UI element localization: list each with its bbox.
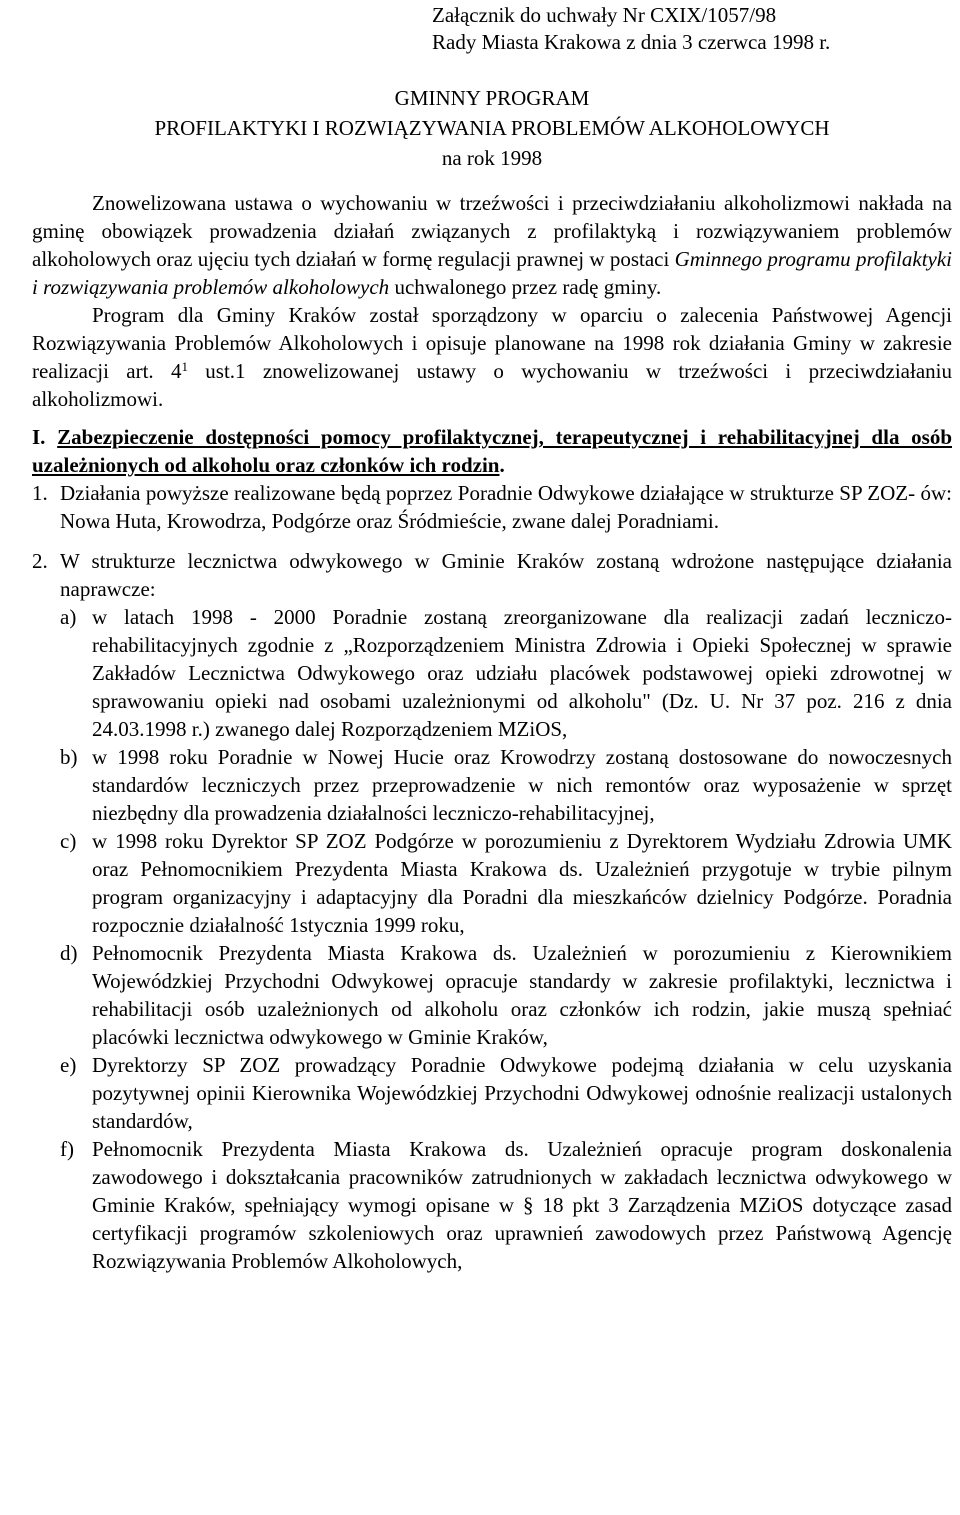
annex-line-1: Załącznik do uchwały Nr CXIX/1057/98 [432, 3, 777, 27]
section-title: Zabezpieczenie dostępności pomocy profilaktycznej, terapeutycznej i rehabilitacyjnej dla osób uzależnionych od alkoholu oraz członków ich rodzin [32, 425, 953, 477]
point-text: W strukturze lecznictwa odwykowego w Gminie Kraków zostaną wdrożone następujące działania naprawcze: [60, 549, 952, 601]
point-number: 2. [32, 549, 48, 573]
intro1-text-a: Znowelizowana ustawa o wychowaniu w trzeźwości i przeciwdziałaniu alkoholizmowi nakłada na gminę obowiązek prowadzenia działań związanych z profilaktyką i rozwiązywaniem problemów alkoholowych oraz ujęciu tych działań w formę regulacji prawnej w postaci [32, 191, 952, 271]
title-line-3: na rok 1998 [441, 146, 543, 170]
title-line-2: PROFILAKTYKI I ROZWIĄZYWANIA PROBLEMÓW ALKOHOLOWYCH [154, 116, 830, 140]
point-text: Działania powyższe realizowane będą poprzez Poradnie Odwykowe działające w strukturze SP ZOZ- ów: Nowa Huta, Krowodrza, Podgórze oraz Śródmieście, zwane dalej Poradniami. [60, 481, 952, 533]
sub-point-text: Pełnomocnik Prezydenta Miasta Krakowa ds. Uzależnień opracuje program doskonalenia zawodowego i dokształcania pracowników zatrudnionych w zakładach lecznictwa odwykowego w Gminie Kraków, spełniający wymogi opisane w § 18 pkt 3 Zarządzenia MZiOS dotyczące zasad certyfikacji programów szkoleniowych oraz uprawnień zawodowych przez Państwową Agencję Rozwiązywania Problemów Alkoholowych, [92, 1137, 952, 1273]
sub-point-label: f) [60, 1137, 74, 1161]
sub-point [60, 1135, 952, 1275]
intro1-italic-title: Gminnego programu profilaktyki i rozwiązywania problemów alkoholowych [32, 247, 952, 299]
annex-header [432, 0, 952, 56]
point-number: 1. [32, 481, 48, 505]
intro-paragraph-1 [32, 189, 952, 301]
intro-paragraph-2 [32, 301, 952, 413]
sub-point [60, 939, 952, 1051]
sub-point-text: w 1998 roku Poradnie w Nowej Hucie oraz Krowodrzy zostaną dostosowane do nowoczesnych standardów leczniczych przez przeprowadzenie w nich remontów oraz wyposażenie w sprzęt niezbędny dla prowadzenia działalności leczniczo-rehabilitacyjnej, [92, 745, 952, 825]
sub-point-text: w latach 1998 - 2000 Poradnie zostaną zreorganizowane dla realizacji zadań leczniczo- rehabilitacyjnych zgodnie z „Rozporządzeniem Ministra Zdrowia i Opieki Społecznej w sprawie Zakładów Lecznictwa Odwykowego oraz udziału placówek podstawowej opieki zdrowotnej w sprawowaniu opieki nad osobami uzależnionymi od alkoholu" (Dz. U. Nr 37 poz. 216 z dnia 24.03.1998 r.) zwanego dalej Rozporządzeniem MZiOS, [92, 605, 952, 741]
sub-point-text: Pełnomocnik Prezydenta Miasta Krakowa ds. Uzależnień w porozumieniu z Kierownikiem Wojewódzkiej Przychodni Odwykowej opracuje standardy w zakresie profilaktyki, lecznictwa i rehabilitacji osób uzależnionych od alkoholu oraz członków ich rodzin, jakie muszą spełniać placówki lecznictwa odwykowego w Gminie Kraków, [92, 941, 952, 1049]
intro2-text-b: ust.1 znowelizowanej ustawy o wychowaniu w trzeźwości i przeciwdziałaniu alkoholizmowi. [32, 359, 952, 411]
section-title-end: . [499, 453, 505, 477]
sub-point-label: e) [60, 1053, 77, 1077]
intro2-text-a: Program dla Gminy Kraków został sporządzony w oparciu o zalecenia Państwowej Agencji Rozwiązywania Problemów Alkoholowych i opisuje planowane na 1998 rok działania Gminy w zakresie realizacji art. 4 [32, 303, 952, 383]
intro1-text-b: uchwalonego przez radę gminy. [389, 275, 662, 299]
sub-point-label: d) [60, 941, 78, 965]
sub-point [60, 827, 952, 939]
title-line-1: GMINNY PROGRAM [394, 86, 590, 110]
numbered-point [32, 479, 952, 535]
numbered-point [32, 547, 952, 603]
sub-point [60, 743, 952, 827]
sub-point-text: w 1998 roku Dyrektor SP ZOZ Podgórze w porozumieniu z Dyrektorem Wydziału Zdrowia UMK oraz Pełnomocnikiem Prezydenta Miasta Krakowa ds. Uzależnień przygotuje w trybie pilnym program organizacyjny i adaptacyjny dla Poradni dla mieszkańców dzielnicy Podgórze. Poradnia rozpocznie działalność 1stycznia 1999 roku, [92, 829, 952, 937]
sub-point-label: c) [60, 829, 77, 853]
sub-point [60, 603, 952, 743]
intro2-superscript: 1 [181, 359, 188, 374]
document-title [32, 83, 952, 173]
sub-point-text: Dyrektorzy SP ZOZ prowadzący Poradnie Odwykowe podejmą działania w celu uzyskania pozytywnej opinii Kierownika Wojewódzkiej Przychodni Odwykowej odnośnie realizacji ustalonych standardów, [92, 1053, 952, 1133]
annex-line-2: Rady Miasta Krakowa z dnia 3 czerwca 1998 r. [432, 30, 831, 54]
section-marker: I. [32, 425, 46, 449]
sub-point-label: a) [60, 605, 77, 629]
sub-point-label: b) [60, 745, 78, 769]
document-page [32, 0, 952, 1275]
sub-point [60, 1051, 952, 1135]
section-heading [32, 423, 952, 479]
